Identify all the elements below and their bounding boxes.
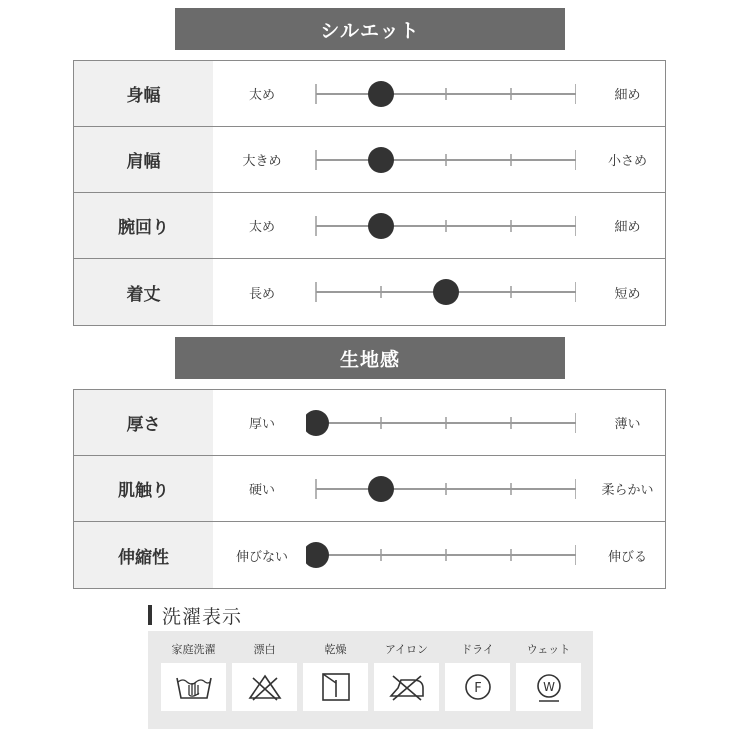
scale-marker — [368, 81, 394, 107]
row-label: 肌触り — [74, 456, 213, 521]
scale-right-label: 薄い — [614, 417, 641, 432]
dry-clean-letter: F — [473, 681, 482, 696]
fabric-row — [74, 390, 665, 456]
care-label: ウェット — [526, 643, 571, 656]
silhouette-title: シルエット — [175, 8, 565, 50]
care-item — [445, 631, 510, 729]
silhouette-row — [74, 61, 665, 127]
scale-left-label: 厚い — [248, 417, 275, 432]
row-label: 着丈 — [74, 259, 213, 325]
scale-slider — [306, 61, 576, 126]
wet-clean-w-icon — [516, 663, 581, 711]
scale-marker — [368, 147, 394, 173]
scale-slider — [306, 259, 576, 325]
dry-clean-f-icon — [445, 663, 510, 711]
care-item — [232, 631, 297, 729]
care-item — [161, 631, 226, 729]
care-title: 洗濯表示 — [162, 605, 243, 628]
fabric-table — [73, 389, 666, 589]
care-item — [516, 631, 581, 729]
scale-marker — [368, 213, 394, 239]
row-label: 肩幅 — [74, 127, 213, 192]
fabric-title: 生地感 — [175, 337, 565, 379]
row-label: 身幅 — [74, 61, 213, 126]
scale-right-label: 細め — [614, 220, 641, 235]
care-label: 乾燥 — [324, 643, 347, 656]
scale-left-label: 硬い — [248, 483, 275, 498]
scale-marker — [306, 542, 329, 568]
care-label: 漂白 — [253, 643, 276, 656]
scale-marker — [306, 410, 329, 436]
row-label: 厚さ — [74, 390, 213, 455]
scale-slider — [306, 522, 576, 588]
scale-left-label: 太め — [248, 88, 275, 103]
heading-bar — [148, 605, 152, 625]
scale-left-label: 長め — [248, 286, 275, 302]
silhouette-row — [74, 259, 665, 325]
scale-right-label: 伸びる — [607, 549, 647, 565]
scale-marker — [433, 279, 459, 305]
care-heading — [148, 603, 242, 627]
scale-slider — [306, 193, 576, 258]
care-panel — [148, 631, 593, 729]
row-label: 腕回り — [74, 193, 213, 258]
care-item — [374, 631, 439, 729]
scale-slider — [306, 127, 576, 192]
care-label: アイロン — [384, 643, 428, 656]
care-item — [303, 631, 368, 729]
scale-slider — [306, 456, 576, 521]
care-label: ドライ — [461, 643, 494, 656]
scale-right-label: 細め — [614, 88, 641, 103]
silhouette-row — [74, 127, 665, 193]
wet-clean-letter: W — [542, 680, 555, 694]
scale-left-label: 伸びない — [235, 549, 288, 565]
scale-right-label: 短め — [614, 286, 641, 302]
fabric-row — [74, 456, 665, 522]
care-label: 家庭洗濯 — [171, 643, 216, 656]
scale-left-label: 大きめ — [242, 154, 282, 169]
scale-right-label: 小さめ — [607, 154, 647, 169]
line-dry-icon — [303, 663, 368, 711]
washtub-hand-icon — [161, 663, 226, 711]
scale-left-label: 太め — [248, 220, 275, 235]
no-bleach-icon — [232, 663, 297, 711]
silhouette-table — [73, 60, 666, 326]
scale-right-label: 柔らかい — [601, 483, 654, 498]
row-label: 伸縮性 — [74, 522, 213, 588]
scale-slider — [306, 390, 576, 455]
no-iron-icon — [374, 663, 439, 711]
silhouette-row — [74, 193, 665, 259]
scale-marker — [368, 476, 394, 502]
fabric-row — [74, 522, 665, 588]
